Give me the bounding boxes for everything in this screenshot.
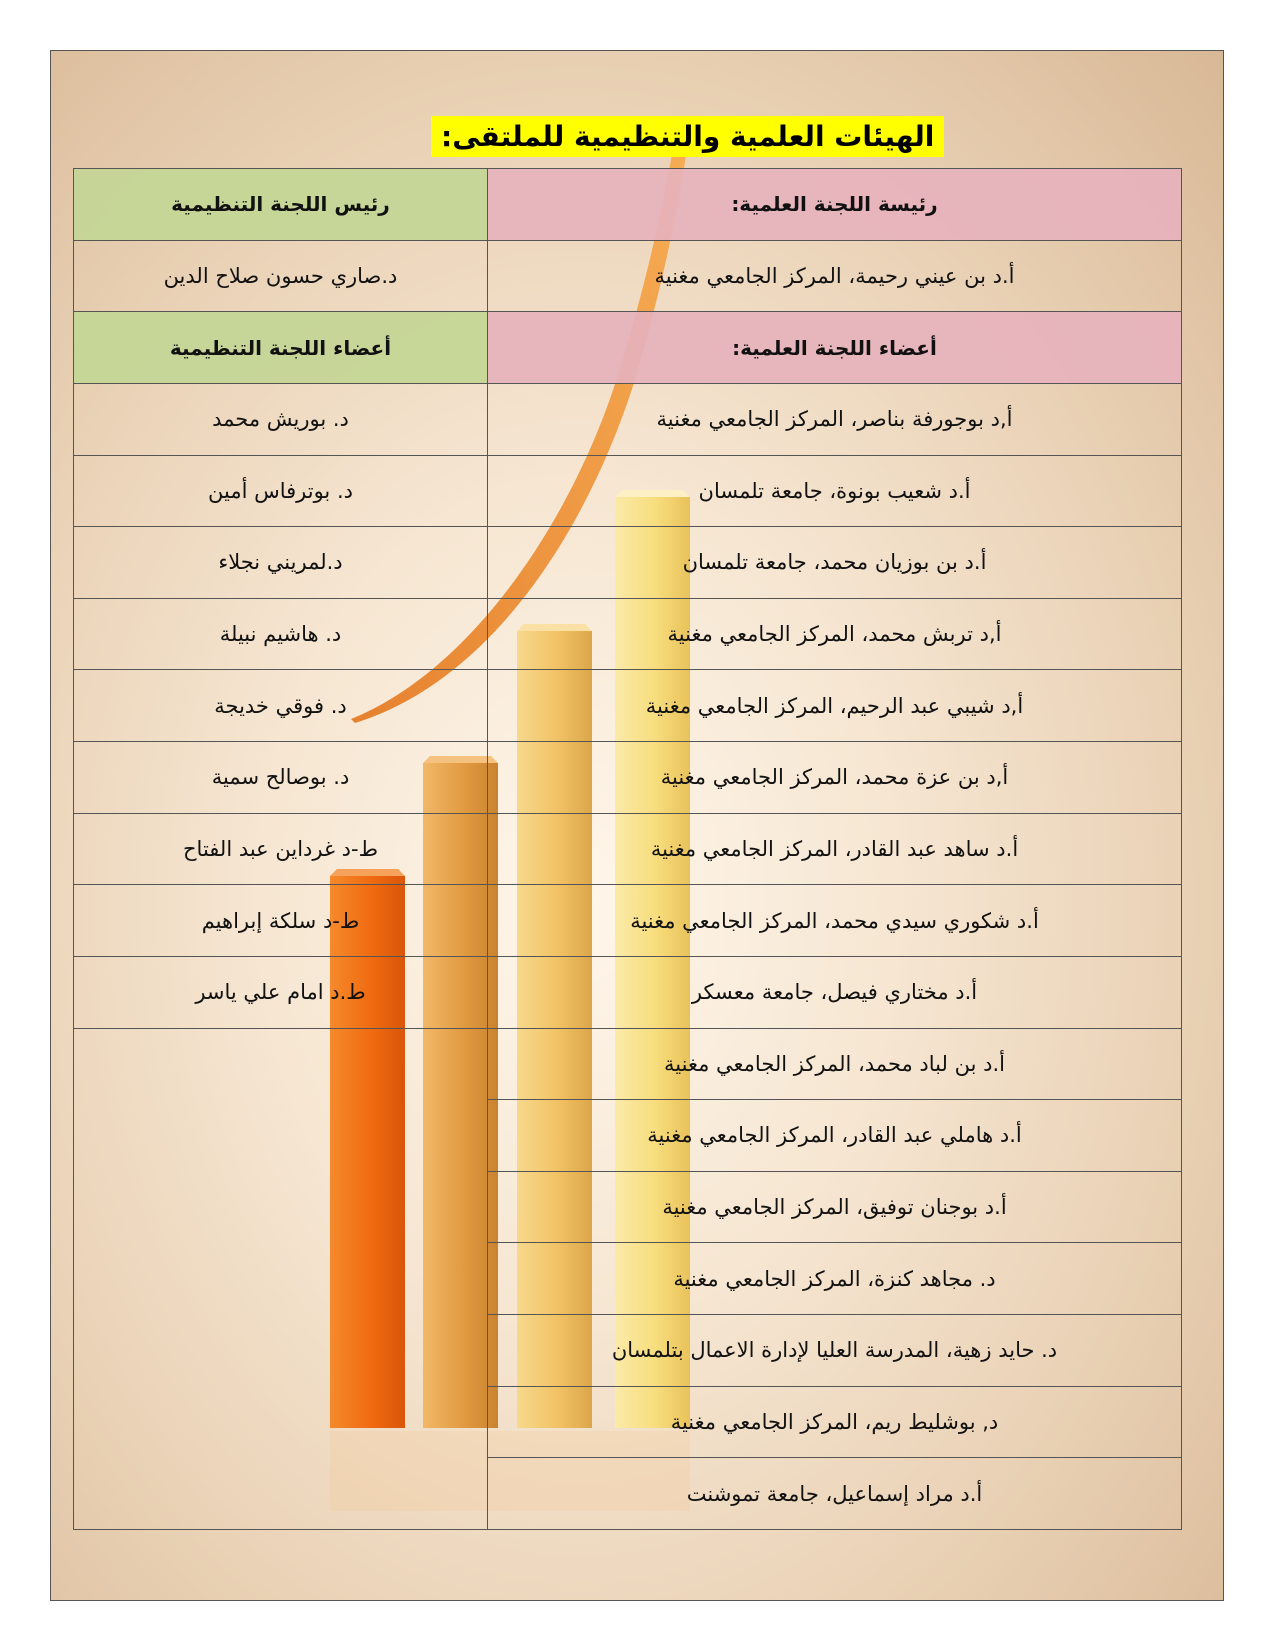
organizing-member-cell: ط-د سلكة إبراهيم [74,885,488,957]
scientific-member-cell: أ,د بوجورفة بناصر، المركز الجامعي مغنية [488,383,1182,455]
scientific-member-cell: أ,د تربش محمد، المركز الجامعي مغنية [488,598,1182,670]
scientific-member-cell: أ.د بن بوزيان محمد، جامعة تلمسان [488,527,1182,599]
table-row [74,383,1182,455]
scientific-member-cell: د. مجاهد كنزة، المركز الجامعي مغنية [488,1243,1182,1315]
table-row [74,312,1182,384]
organizing-member-cell: ط-د غرداين عبد الفتاح [74,813,488,885]
table-row [74,742,1182,814]
table-row [74,1028,1182,1100]
scientific-chair-header: رئيسة اللجنة العلمية: [488,169,1182,241]
table-row [74,885,1182,957]
page-title: الهيئات العلمية والتنظيمية للملتقى: [431,116,944,157]
scientific-member-cell: أ.د مراد إسماعيل، جامعة تموشنت [488,1458,1182,1530]
scientific-member-cell: أ.د بن لباد محمد، المركز الجامعي مغنية [488,1028,1182,1100]
table-row [74,455,1182,527]
scientific-member-cell: أ,د بن عزة محمد، المركز الجامعي مغنية [488,742,1182,814]
scientific-member-cell: أ.د بوجنان توفيق، المركز الجامعي مغنية [488,1171,1182,1243]
table-row [74,527,1182,599]
organizing-member-cell: ط.د امام علي ياسر [74,956,488,1028]
scientific-member-cell: أ,د شيبي عبد الرحيم، المركز الجامعي مغنية [488,670,1182,742]
table-row [74,169,1182,241]
organizing-member-cell: د.لمريني نجلاء [74,527,488,599]
scientific-member-cell: د. حايد زهية، المدرسة العليا لإدارة الاعمال بتلمسان [488,1315,1182,1387]
table-row [74,240,1182,312]
page-frame [50,50,1224,1601]
scientific-member-cell: أ.د مختاري فيصل، جامعة معسكر [488,956,1182,1028]
table-row [74,598,1182,670]
committees-table [73,168,1182,1530]
table-row [74,813,1182,885]
organizing-members-header: أعضاء اللجنة التنظيمية [74,312,488,384]
organizing-member-cell: د. فوقي خديجة [74,670,488,742]
organizing-member-cell: د. بوصالح سمية [74,742,488,814]
scientific-member-cell: أ.د هاملي عبد القادر، المركز الجامعي مغنية [488,1100,1182,1172]
table-row [74,670,1182,742]
scientific-member-cell: أ.د ساهد عبد القادر، المركز الجامعي مغنية [488,813,1182,885]
organizing-chair-name: د.صاري حسون صلاح الدين [74,240,488,312]
table-row [74,956,1182,1028]
organizing-member-cell: د. بوترفاس أمين [74,455,488,527]
empty-organizing-cell [74,1028,488,1530]
scientific-member-cell: د, بوشليط ريم، المركز الجامعي مغنية [488,1386,1182,1458]
scientific-chair-name: أ.د بن عيني رحيمة، المركز الجامعي مغنية [488,240,1182,312]
scientific-member-cell: أ.د شكوري سيدي محمد، المركز الجامعي مغنية [488,885,1182,957]
scientific-members-header: أعضاء اللجنة العلمية: [488,312,1182,384]
organizing-member-cell: د. هاشيم نبيلة [74,598,488,670]
organizing-member-cell: د. بوريش محمد [74,383,488,455]
organizing-chair-header: رئيس اللجنة التنظيمية [74,169,488,241]
scientific-member-cell: أ.د شعيب بونوة، جامعة تلمسان [488,455,1182,527]
